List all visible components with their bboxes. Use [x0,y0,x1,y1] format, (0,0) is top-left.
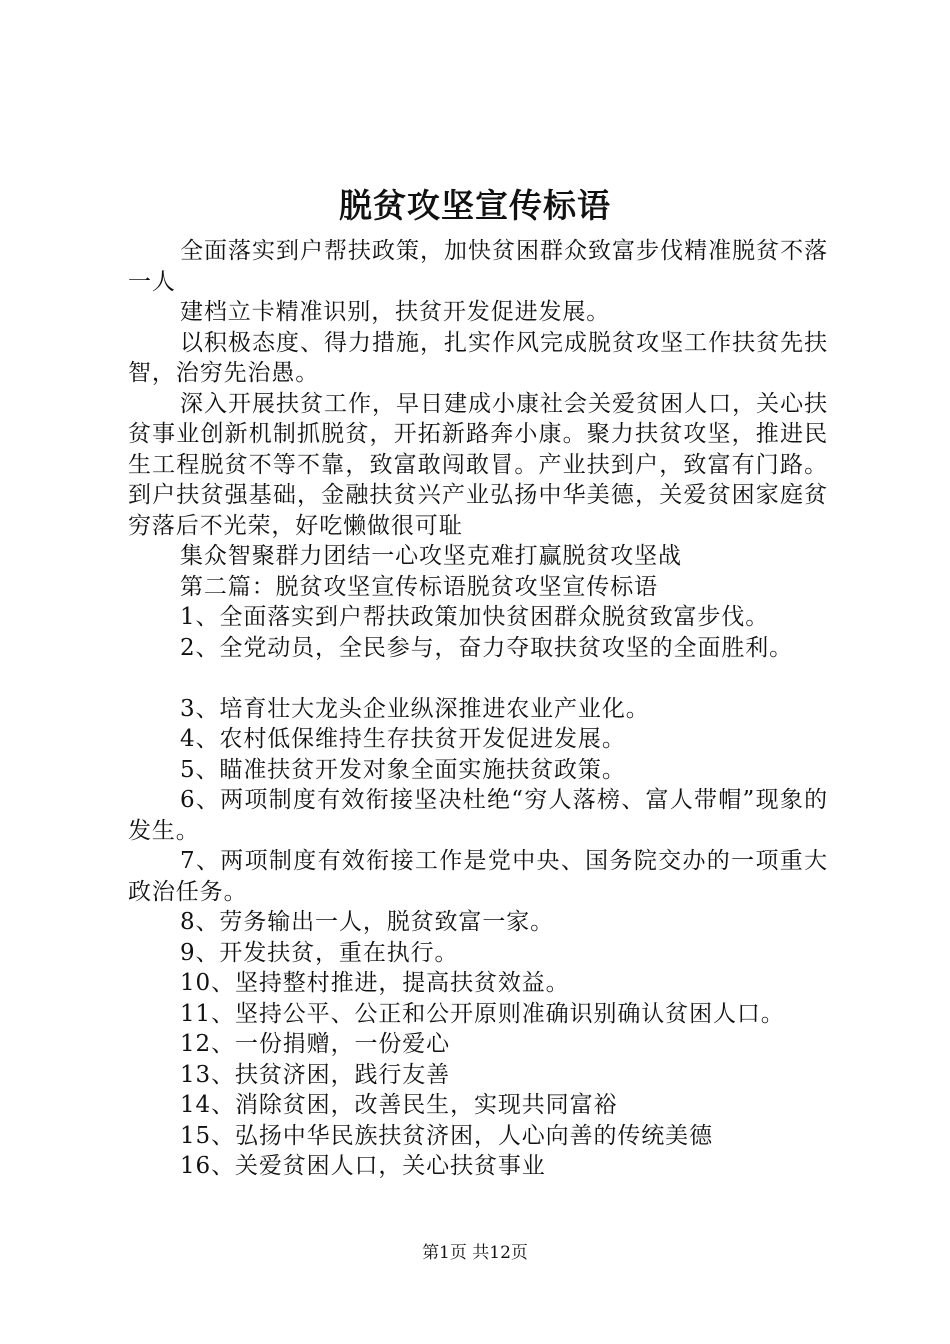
slogan-item: 16、关爱贫困人口，关心扶贫事业 [180,1153,546,1179]
paragraph: 以积极态度、得力措施，扎实作风完成脱贫攻坚工作扶贫先扶智，治穷先治愚。 [128,329,828,386]
slogan-item: 9、开发扶贫，重在执行。 [180,939,459,966]
blank-line [128,663,828,694]
slogan-item: 13、扶贫济困，践行友善 [180,1061,451,1088]
slogan-item: 4、农村低保维持生存扶贫开发促进发展。 [180,726,626,752]
paragraph: 全面落实到户帮扶政策，加快贫困群众致富步伐精准脱贫不落一人 [128,238,828,295]
slogan-item: 6、两项制度有效衔接坚决杜绝“穷人落榜、富人带帽”现象的发生。 [128,787,828,844]
paragraph: 集众智聚群力团结一心攻坚克难打赢脱贫攻坚战 [180,543,682,569]
slogan-item: 12、一份捐赠，一份爱心 [180,1031,451,1057]
paragraph: 建档立卡精准识别，扶贫开发促进发展。 [180,299,611,325]
paragraph: 深入开展扶贫工作，早日建成小康社会关爱贫困人口，关心扶贫事业创新机制抓脱贫，开拓新路奔小康。聚力扶贫攻坚，推进民生工程脱贫不等不靠，致富敢闯敢冒。产业扶到户，致富有门路。到户扶贫强基础，金融扶贫兴产业弘扬中华美德，关爱贫困家庭贫穷落后不光荣，好吃懒做很可耻 [128,390,828,539]
slogan-item: 8、劳务输出一人，脱贫致富一家。 [180,909,555,935]
slogan-item: 10、坚持整村推进，提高扶贫效益。 [180,970,570,996]
document-body [128,236,828,1182]
slogan-item: 1、全面落实到户帮扶政策加快贫困群众脱贫致富步伐。 [180,604,770,630]
page-number: 第1页 共12页 [422,1243,528,1263]
slogan-item: 7、两项制度有效衔接工作是党中央、国务院交办的一项重大政治任务。 [128,848,828,905]
slogan-item: 5、瞄准扶贫开发对象全面实施扶贫政策。 [180,756,626,783]
document-title: 脱贫攻坚宣传标语 [339,186,611,225]
slogan-item: 2、全党动员，全民参与，奋力夺取扶贫攻坚的全面胜利。 [180,634,794,661]
slogan-item: 14、消除贫困，改善民生，实现共同富裕 [180,1092,618,1118]
section-heading: 第二篇：脱贫攻坚宣传标语脱贫攻坚宣传标语 [180,573,658,600]
slogan-item: 15、弘扬中华民族扶贫济困，人心向善的传统美德 [180,1122,713,1149]
slogan-item: 11、坚持公平、公正和公开原则准确识别确认贫困人口。 [180,1000,785,1027]
slogan-item: 3、培育壮大龙头企业纵深推进农业产业化。 [180,695,650,722]
